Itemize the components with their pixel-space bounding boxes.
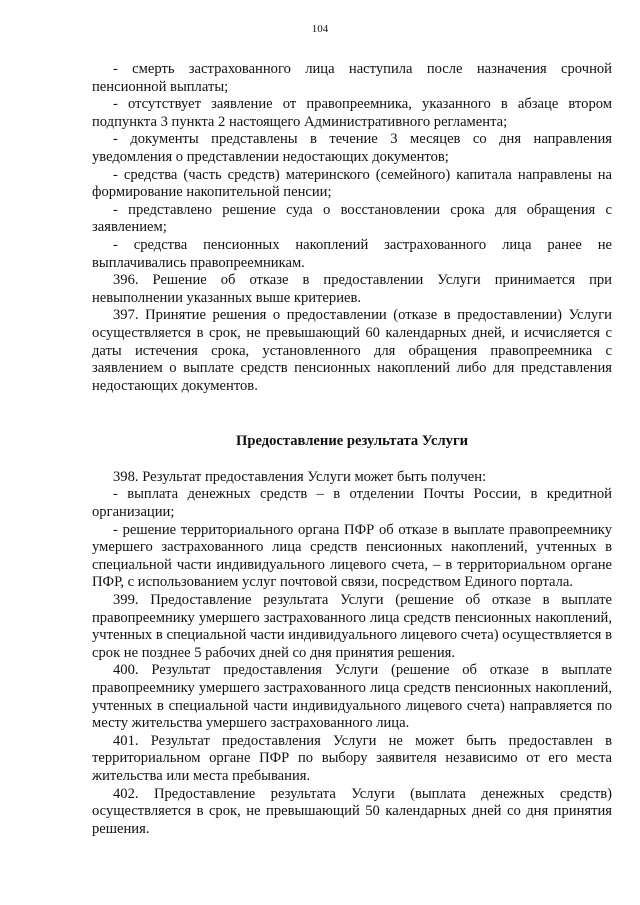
page-content xyxy=(92,61,612,838)
paragraph: 400. Результат предоставления Услуги (решение об отказе в выплате правопреемнику умершего застрахованного лица средств пенсионных накоплений, учтенных в специальной части индивидуального лицевого счета) направляется по месту жительства умершего застрахованного лица. xyxy=(92,662,612,732)
section-heading: Предоставление результата Услуги xyxy=(236,433,468,450)
paragraph: - отсутствует заявление от правопреемника, указанного в абзаце втором подпункта 3 пункта 2 настоящего Административного регламента; xyxy=(92,96,612,130)
paragraph: 396. Решение об отказе в предоставлении Услуги принимается при невыполнении указанных выше критериев. xyxy=(92,272,612,306)
paragraph: 402. Предоставление результата Услуги (выплата денежных средств) осуществляется в срок, не превышающий 50 календарных дней со дня принятия решения. xyxy=(92,785,612,837)
paragraph: 398. Результат предоставления Услуги может быть получен: xyxy=(113,468,487,485)
paragraph: - документы представлены в течение 3 месяцев со дня направления уведомления о представлении недостающих документов; xyxy=(92,131,612,165)
paragraph: 397. Принятие решения о предоставлении (отказе в предоставлении) Услуги осуществляется в срок, не превышающий 60 календарных дней, и исчисляется с даты истечения срока, установленного для обращения правопреемника с заявлением о выплате средств пенсионных накоплений либо для представления недостающих документов. xyxy=(92,307,612,394)
paragraph: - представлено решение суда о восстановлении срока для обращения с заявлением; xyxy=(92,201,612,236)
paragraph: - смерть застрахованного лица наступила после назначения срочной пенсионной выплаты; xyxy=(92,61,612,95)
paragraph: - решение территориального органа ПФР об отказе в выплате правопреемнику умершего застрахованного лица средств пенсионных накоплений, учтенных в специальной части индивидуального лицевого счета, – в территориальном органе ПФР, с использованием услуг почтовой связи, посредством Единого портала. xyxy=(92,521,612,591)
paragraph: - выплата денежных средств – в отделении Почты России, в кредитной организации; xyxy=(92,486,612,521)
page-number: 104 xyxy=(311,23,329,35)
paragraph: - средства (часть средств) материнского (семейного) капитала направлены на формирование накопительной пенсии; xyxy=(92,166,612,201)
paragraph: - средства пенсионных накоплений застрахованного лица ранее не выплачивались правопреемникам. xyxy=(92,236,612,271)
paragraph: 401. Результат предоставления Услуги не может быть предоставлен в территориальном органе ПФР по выбору заявителя независимо от его места жительства или места пребывания. xyxy=(92,732,612,784)
paragraph: 399. Предоставление результата Услуги (решение об отказе в выплате правопреемнику умершего застрахованного лица средств пенсионных накоплений, учтенных в специальной части индивидуального лицевого счета) осуществляется в срок не позднее 5 рабочих дней со дня принятия решения. xyxy=(92,592,612,661)
